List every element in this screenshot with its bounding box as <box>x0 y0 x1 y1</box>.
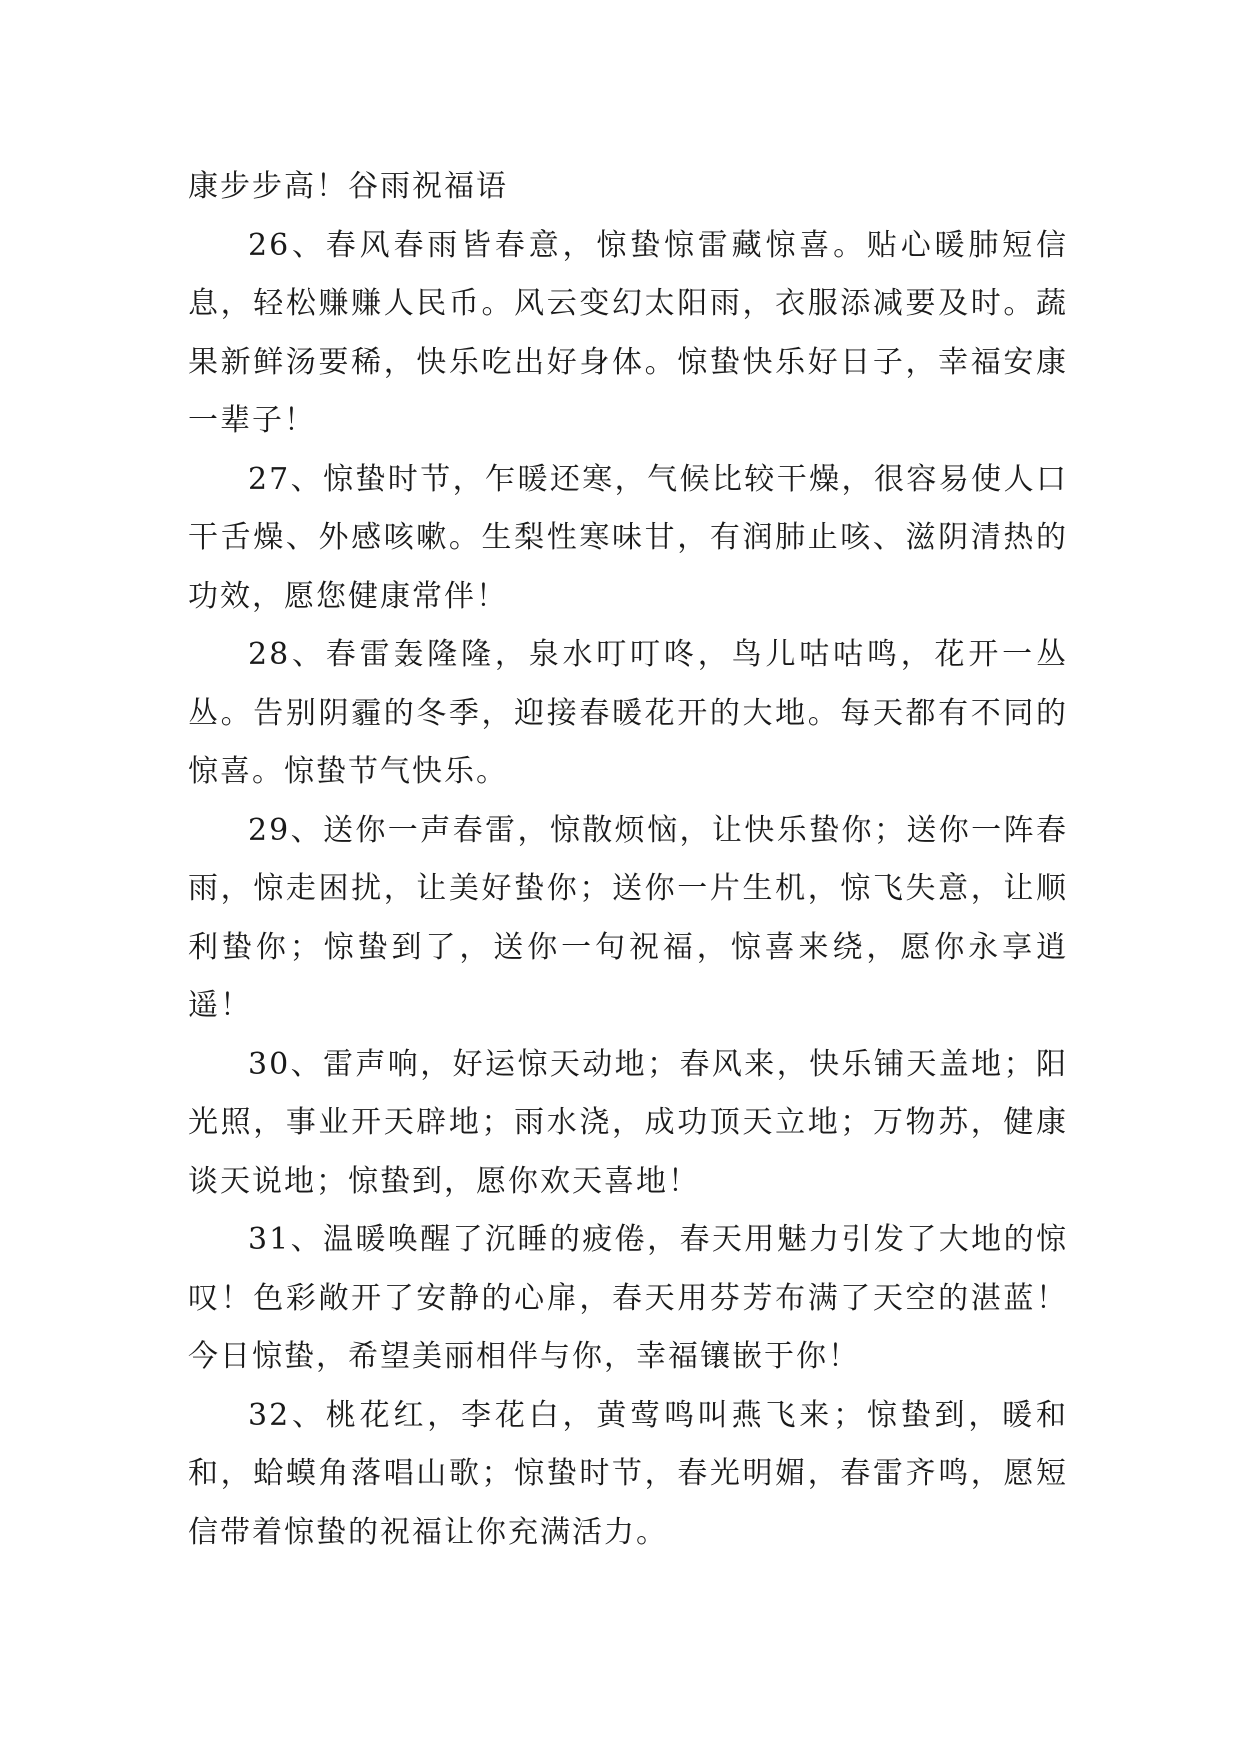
paragraph-continuation: 康步步高！谷雨祝福语 <box>188 169 508 204</box>
paragraph-29: 29、送你一声春雷，惊散烦恼，让快乐蛰你；送你一阵春雨，惊走困扰，让美好蛰你；送你一片生机，惊飞失意，让顺利蛰你；惊蛰到了，送你一句祝福，惊喜来绕，愿你永享逍遥！ <box>188 812 1068 1023</box>
paragraph-26: 26、春风春雨皆春意，惊蛰惊雷藏惊喜。贴心暖肺短信息，轻松赚赚人民币。风云变幻太阳雨，衣服添减要及时。蔬果新鲜汤要稀，快乐吃出好身体。惊蛰快乐好日子，幸福安康一辈子！ <box>188 227 1068 438</box>
paragraph-27: 27、惊蛰时节，乍暖还寒，气候比较干燥，很容易使人口干舌燥、外感咳嗽。生梨性寒味甘，有润肺止咳、滋阴清热的功效，愿您健康常伴！ <box>188 461 1068 614</box>
paragraph-31: 31、温暖唤醒了沉睡的疲倦，春天用魅力引发了大地的惊叹！色彩敞开了安静的心扉，春天用芬芳布满了天空的湛蓝！今日惊蛰，希望美丽相伴与你，幸福镶嵌于你！ <box>188 1222 1068 1374</box>
paragraph-30: 30、雷声响，好运惊天动地；春风来，快乐铺天盖地；阳光照，事业开天辟地；雨水浇，成功顶天立地；万物苏，健康谈天说地；惊蛰到，愿你欢天喜地！ <box>188 1046 1068 1199</box>
document-body <box>188 158 1068 1562</box>
paragraph-32: 32、桃花红，李花白，黄莺鸣叫燕飞来；惊蛰到，暖和和，蛤蟆角落唱山歌；惊蛰时节，春光明媚，春雷齐鸣，愿短信带着惊蛰的祝福让你充满活力。 <box>188 1397 1068 1550</box>
paragraph-28: 28、春雷轰隆隆，泉水叮叮咚，鸟儿咕咕鸣，花开一丛丛。告别阴霾的冬季，迎接春暖花开的大地。每天都有不同的惊喜。惊蛰节气快乐。 <box>188 637 1068 789</box>
